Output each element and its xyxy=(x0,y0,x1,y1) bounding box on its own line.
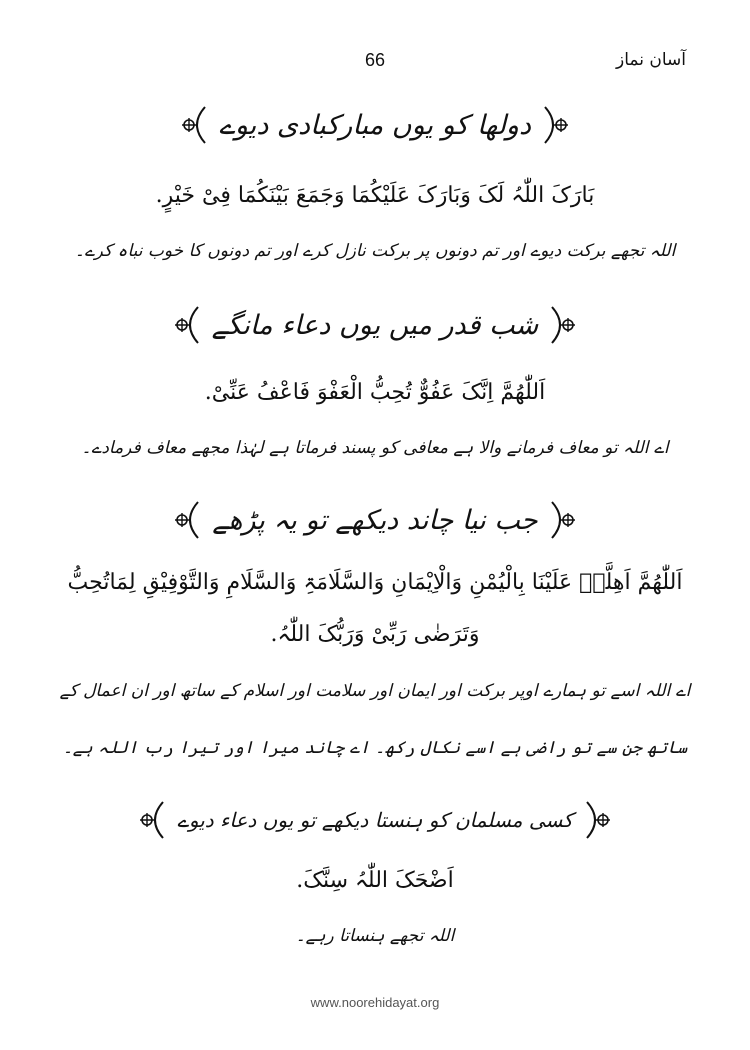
heading-text: شب قدر میں یوں دعاء مانگے xyxy=(211,309,539,341)
heading-text: جب نیا چاند دیکھے تو یہ پڑھے xyxy=(212,504,538,536)
arabic-dua: اَللّٰھُمَّ اَھِلَّہٗ عَلَیْنَا بِالْیُمْنِ وَالْاِیْمَانِ وَالسَّلَامَۃِ وَالسَّلَامِ وَالتَّوْفِیْقِ لِمَاتُحِبُّ xyxy=(67,570,683,595)
ornament-bracket-icon xyxy=(172,500,204,540)
urdu-translation: اللہ تجھے برکت دیوے اور تم دونوں پر برکت نازل کرے اور تم دونوں کا خوب نباہ کرے۔ xyxy=(74,241,676,261)
website-footer[interactable]: www.noorehidayat.org xyxy=(310,995,440,1010)
ornament-bracket-icon xyxy=(581,800,613,840)
running-title: آسان نماز xyxy=(616,50,686,70)
urdu-translation: اللہ تجھے ہنساتا رہے۔ xyxy=(295,926,455,946)
urdu-translation: اے اللہ تو معاف فرمانے والا ہے معافی کو پسند فرماتا ہے لہٰذا مجھے معاف فرمادے۔ xyxy=(81,438,669,458)
section-heading-shab-e-qadr xyxy=(120,300,630,350)
urdu-translation: ساتھ جن سے تو راضی ہے اسے نکال رکھ۔ اے چاند میرا اور تیرا رب اللہ ہے۔ xyxy=(62,738,688,758)
ornament-bracket-icon xyxy=(137,800,169,840)
page-number: 66 xyxy=(364,50,386,70)
ornament-bracket-icon xyxy=(172,305,204,345)
section-heading-new-moon xyxy=(120,495,630,545)
ornament-bracket-icon xyxy=(546,500,578,540)
arabic-dua: وَتَرَضٰی رَبِّیْ وَرَبُّکَ اللّٰہُ. xyxy=(270,622,480,647)
arabic-dua: اَللّٰھُمَّ اِنَّکَ عَفُوٌّ تُحِبُّ الْعَفْوَ فَاعْفُ عَنِّیْ. xyxy=(204,380,546,405)
arabic-dua: اَضْحَکَ اللّٰہُ سِنَّکَ. xyxy=(296,868,454,893)
heading-text: دولھا کو یوں مبارکبادی دیوے xyxy=(219,109,531,141)
ornament-bracket-icon xyxy=(539,105,571,145)
ornament-bracket-icon xyxy=(546,305,578,345)
heading-text: کسی مسلمان کو ہنستا دیکھے تو یوں دعاء دیوے xyxy=(177,808,573,832)
ornament-bracket-icon xyxy=(179,105,211,145)
urdu-translation: اے اللہ اسے تو ہمارے اوپر برکت اور ایمان اور سلامت اور اسلام کے ساتھ اور ان اعمال کے xyxy=(59,681,691,701)
arabic-dua: بَارَکَ اللّٰہُ لَکَ وَبَارَکَ عَلَیْکُمَا وَجَمَعَ بَیْنَکُمَا فِیْ خَیْرٍ. xyxy=(155,183,595,208)
section-heading-congratulation xyxy=(120,100,630,150)
section-heading-smiling xyxy=(120,795,630,845)
